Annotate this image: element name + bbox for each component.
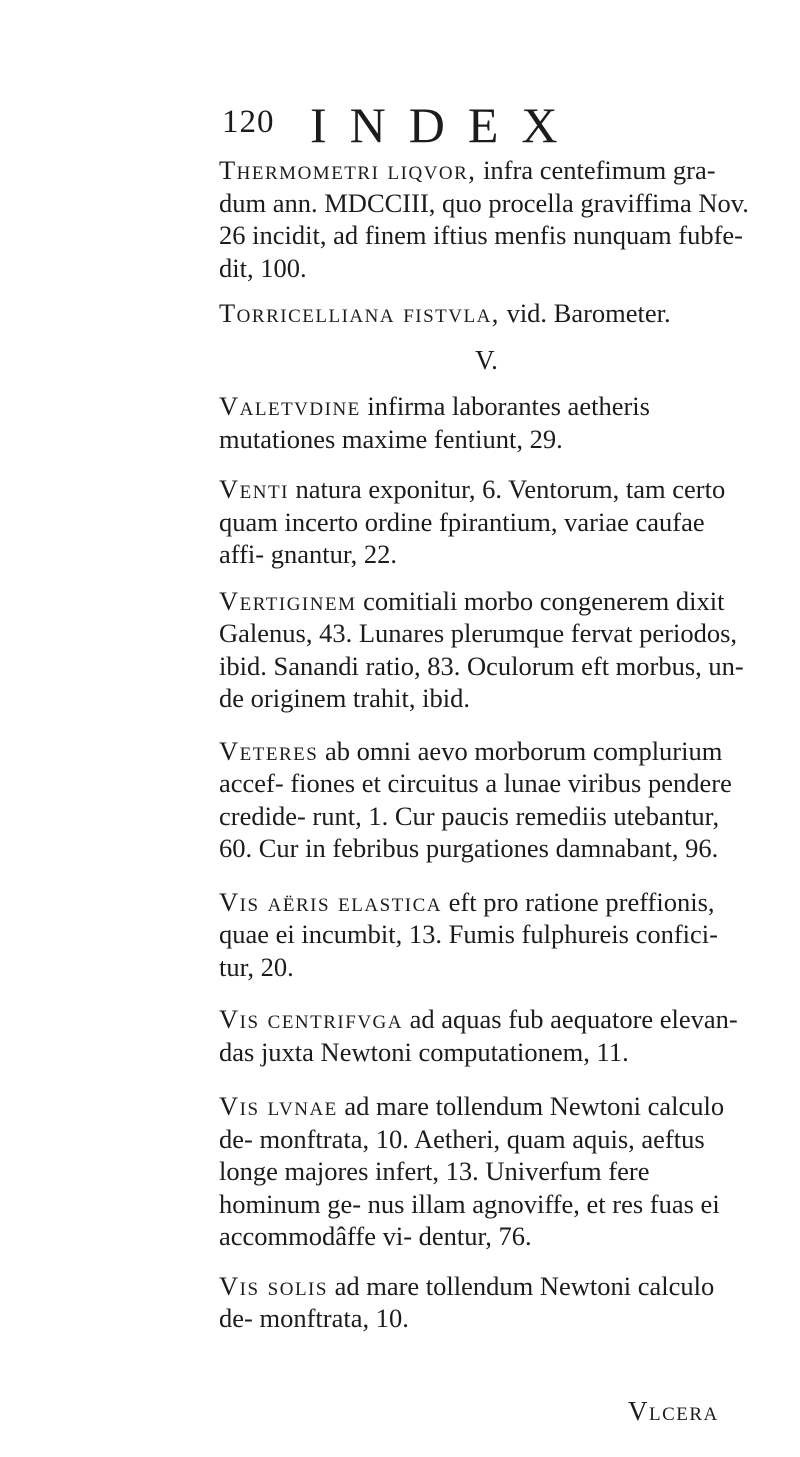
entry-headword: Vis solis <box>219 1270 328 1301</box>
index-entry-vertiginem <box>219 585 754 715</box>
entry-headword: Vis lvnae <box>219 1091 338 1121</box>
entry-headword: Vis centrifvga <box>219 1004 403 1034</box>
index-entry-valetvdine <box>219 390 754 455</box>
index-entry-thermometri <box>219 154 754 284</box>
entry-text: natura exponitur, 6. Ventorum, tam certo quam incerto ordine fpirantium, variae caufae affi- gnantur, 22. <box>219 474 726 569</box>
entry-headword: Valetvdine <box>219 391 361 421</box>
page-header <box>222 96 742 156</box>
entry-text: eft pro ratione preffionis, quae ei incumbit, 13. Fumis fulphureis confici- tur, 20. <box>219 886 718 982</box>
index-entry-venti <box>219 473 754 571</box>
catchword: Vlcera <box>628 1396 719 1426</box>
entry-text: vid. Barometer. <box>499 298 671 328</box>
entry-text: ad mare tollendum Newtoni calculo de- monftrata, 10. Aetheri, quam aquis, aeftus longe majores infert, 13. Univerfum fere hominum ge- nus illam agnoviffe, et res fuas ei accommodâffe vi- dentur, 76. <box>219 1091 725 1251</box>
entry-text: comitiali morbo congenerem dixit Galenus, 43. Lunares plerumque fervat periodos, ibid. Sanandi ratio, 83. Oculorum eft morbus, un- de originem trahit, ibid. <box>219 585 744 713</box>
index-entry-torricelliana <box>219 297 754 330</box>
entry-text: ad aquas fub aequatore elevan- das juxta Newtoni computationem, 11. <box>219 1004 738 1067</box>
page-number: 120 <box>222 104 275 140</box>
entry-text: infra centefimum gra- dum ann. MDCCIII, quo procella graviffima Nov. 26 incidit, ad finem iftius menfis nunquam fubfe- dit, 100. <box>219 155 749 283</box>
section-letter: V. <box>475 344 498 375</box>
entry-headword: Veteres <box>219 735 319 766</box>
index-entries <box>219 154 754 1335</box>
entry-headword: Venti <box>219 474 289 504</box>
index-entry-vis-solis <box>219 1270 754 1335</box>
entry-headword: Vertiginem <box>219 585 357 616</box>
index-entry-veteres <box>219 735 754 865</box>
entry-headword: Torricelliana fistvla, <box>219 298 500 328</box>
entry-text: infirma laborantes aetheris mutationes maxime fentiunt, 29. <box>219 391 650 454</box>
entry-headword: Vis aëris elastica <box>219 886 443 917</box>
index-entry-vis-centrifvga <box>219 1003 754 1068</box>
entry-headword: Thermometri liqvor, <box>219 155 477 185</box>
entry-text: ab omni aevo morborum complurium accef- fiones et circuitus a lunae viribus pendere credide- runt, 1. Cur paucis remediis utebantur, 60. Cur in febribus purgationes damnabant, 96. <box>219 735 732 863</box>
entry-text: ad mare tollendum Newtoni calculo de- monftrata, 10. <box>219 1270 715 1333</box>
index-title: INDEX <box>310 97 581 153</box>
index-entry-vis-aeris <box>219 886 754 984</box>
index-entry-vis-lvnae <box>219 1090 754 1253</box>
